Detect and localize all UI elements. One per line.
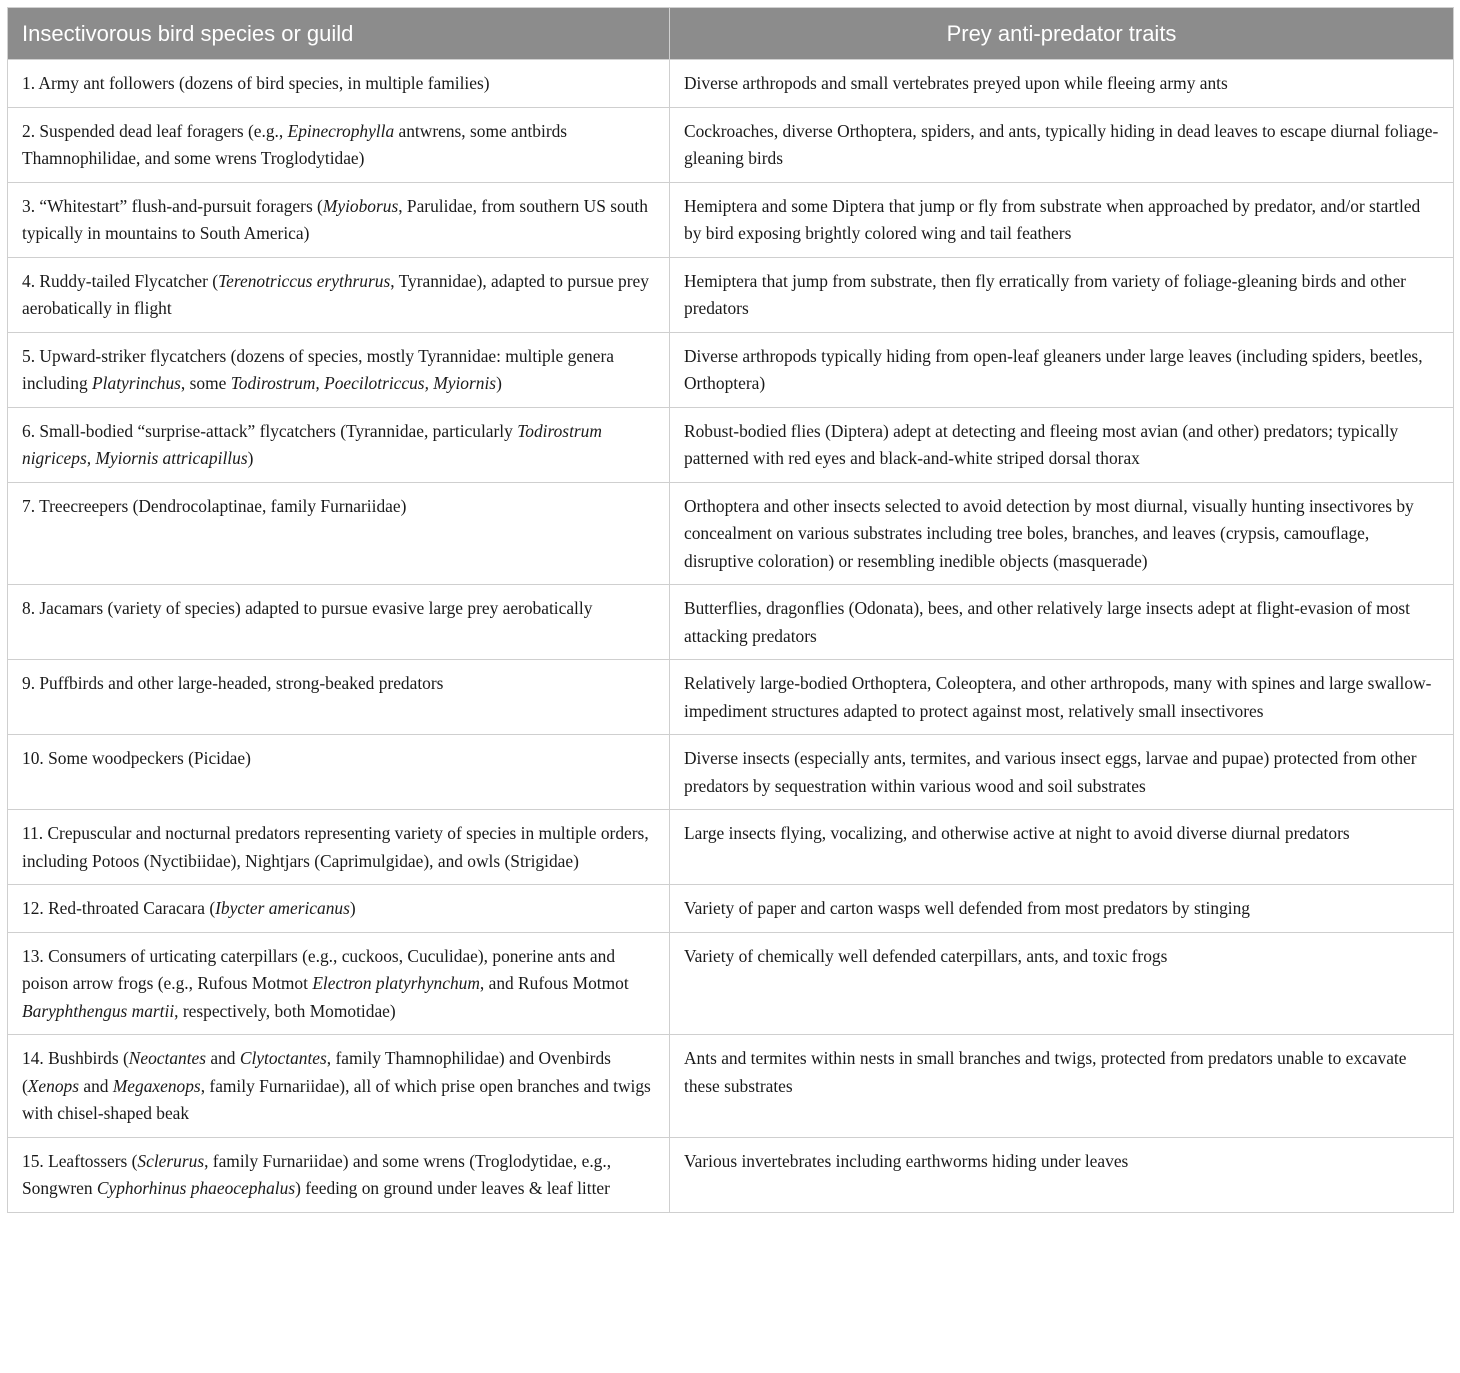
species-text: , family Furnariidae) and some wrens (Troglodytidae, e.g., Songwren [22, 1150, 612, 1198]
species-text: 7. Treecreepers (Dendrocolaptinae, family Furnariidae) [22, 495, 407, 516]
species-text: 10. Some woodpeckers (Picidae) [22, 748, 251, 768]
species-italic-text: Todirostrum nigriceps, Myiornis attricapillus [22, 420, 602, 468]
species-italic-text: Myioborus [322, 195, 399, 216]
species-text: ) [496, 373, 502, 393]
table-row [8, 932, 1454, 1035]
traits-cell: Butterflies, dragonflies (Odonata), bees, and other relatively large insects adept at flight-evasion of most attacking predators [670, 585, 1454, 660]
species-text: 3. “Whitestart” flush-and-pursuit foragers ( [22, 195, 323, 216]
species-cell [8, 810, 670, 885]
species-text: , respectively, both Momotidae) [174, 1000, 396, 1021]
species-cell [8, 60, 670, 108]
table-row [8, 407, 1454, 482]
table-body [8, 60, 1454, 1213]
traits-cell: Cockroaches, diverse Orthoptera, spiders, and ants, typically hiding in dead leaves to escape diurnal foliage-gleaning birds [670, 107, 1454, 182]
species-cell [8, 735, 670, 810]
species-text: and [206, 1048, 240, 1068]
table-row [8, 885, 1454, 933]
table-header-row [8, 8, 1454, 60]
species-text: ) [349, 898, 356, 918]
species-text: and [79, 1075, 113, 1096]
species-italic-text: Terenotriccus erythrurus [218, 270, 391, 291]
traits-cell: Hemiptera that jump from substrate, then fly erratically from variety of foliage-gleaning birds and other predators [670, 257, 1454, 332]
species-italic-text: Platyrinchus [92, 373, 181, 393]
species-italic-text: Epinecrophylla [287, 120, 395, 141]
species-text: 14. Bushbirds ( [22, 1048, 129, 1068]
species-text: , Tyrannidae), adapted to pursue prey aerobatically in flight [22, 270, 649, 318]
table-row [8, 585, 1454, 660]
table-row [8, 1137, 1454, 1212]
traits-cell: Relatively large-bodied Orthoptera, Coleoptera, and other arthropods, many with spines and large swallow-impediment structures adapted to protect against most, relatively small insectivores [670, 660, 1454, 735]
species-text: , and Rufous Motmot [479, 973, 629, 993]
species-italic-text: Ibycter americanus [215, 898, 350, 918]
species-italic-text: Cyphorhinus phaeocephalus [96, 1178, 296, 1198]
species-cell [8, 585, 670, 660]
bird-prey-table [7, 7, 1454, 1213]
species-italic-text: Todirostrum, Poecilotriccus, Myiornis [230, 373, 497, 393]
traits-cell: Diverse insects (especially ants, termites, and various insect eggs, larvae and pupae) protected from other predators by sequestration within various wood and soil substrates [670, 735, 1454, 810]
species-cell [8, 332, 670, 407]
species-text: ) [247, 448, 254, 468]
species-text: 2. Suspended dead leaf foragers (e.g., [22, 120, 288, 141]
species-text: 9. Puffbirds and other large-headed, strong-beaked predators [22, 673, 444, 693]
traits-cell: Diverse arthropods typically hiding from open-leaf gleaners under large leaves (including spiders, beetles, Orthoptera) [670, 332, 1454, 407]
species-text: 8. Jacamars (variety of species) adapted to pursue evasive large prey aerobatically [22, 598, 593, 618]
species-italic-text: Xenops [27, 1075, 79, 1096]
species-text: , some [180, 373, 231, 393]
species-text: 6. Small-bodied “surprise-attack” flycatchers (Tyrannidae, particularly [22, 420, 518, 441]
table-row [8, 332, 1454, 407]
species-text: , Parulidae, from southern US south typically in mountains to South America) [22, 195, 648, 243]
traits-cell: Variety of chemically well defended caterpillars, ants, and toxic frogs [670, 932, 1454, 1035]
table-row [8, 257, 1454, 332]
species-cell [8, 1035, 670, 1138]
species-cell [8, 407, 670, 482]
species-italic-text: Electron platyrhynchum [312, 973, 480, 993]
species-text: 4. Ruddy-tailed Flycatcher ( [22, 270, 219, 291]
species-cell [8, 660, 670, 735]
species-text: 1. Army ant followers (dozens of bird species, in multiple families) [22, 73, 490, 93]
species-text: antwrens, some antbirds Thamnophilidae, and some wrens Troglodytidae) [22, 120, 568, 168]
species-cell [8, 1137, 670, 1212]
column-header-traits: Prey anti-predator traits [670, 8, 1454, 60]
traits-cell: Orthoptera and other insects selected to avoid detection by most diurnal, visually hunting insectivores by concealment on various substrates including tree boles, branches, and leaves (crypsis, camouflage, disruptive coloration) or resembling inedible objects (masquerade) [670, 482, 1454, 585]
species-text: 5. Upward-striker flycatchers (dozens of species, mostly Tyrannidae: multiple genera including [22, 345, 614, 393]
traits-cell: Diverse arthropods and small vertebrates preyed upon while fleeing army ants [670, 60, 1454, 108]
species-cell [8, 182, 670, 257]
table-row [8, 810, 1454, 885]
species-italic-text: Clytoctantes [239, 1048, 327, 1068]
traits-cell: Variety of paper and carton wasps well defended from most predators by stinging [670, 885, 1454, 933]
species-text: , family Thamnophilidae) and Ovenbirds ( [22, 1048, 611, 1096]
species-text: , family Furnariidae), all of which prise open branches and twigs with chisel-shaped beak [22, 1075, 651, 1123]
table-row [8, 482, 1454, 585]
table-row [8, 660, 1454, 735]
species-italic-text: Megaxenops [112, 1075, 201, 1096]
traits-cell: Ants and termites within nests in small branches and twigs, protected from predators unable to excavate these substrates [670, 1035, 1454, 1138]
species-italic-text: Neoctantes [128, 1048, 207, 1068]
species-cell [8, 257, 670, 332]
species-text: 11. Crepuscular and nocturnal predators representing variety of species in multiple orders, including Potoos (Nyctibiidae), Nightjars (Caprimulgidae), and owls (Strigidae) [22, 823, 649, 871]
species-text: 12. Red-throated Caracara ( [22, 898, 216, 918]
column-header-species: Insectivorous bird species or guild [8, 8, 670, 60]
species-text: 15. Leaftossers ( [22, 1150, 138, 1171]
traits-cell: Various invertebrates including earthworms hiding under leaves [670, 1137, 1454, 1212]
species-italic-text: Baryphthengus martii [22, 1000, 175, 1021]
traits-cell: Hemiptera and some Diptera that jump or fly from substrate when approached by predator, and/or startled by bird exposing brightly colored wing and tail feathers [670, 182, 1454, 257]
species-cell [8, 107, 670, 182]
table-row [8, 107, 1454, 182]
traits-cell: Large insects flying, vocalizing, and otherwise active at night to avoid diverse diurnal predators [670, 810, 1454, 885]
species-text: 13. Consumers of urticating caterpillars (e.g., cuckoos, Cuculidae), ponerine ants and poison arrow frogs (e.g., Rufous Motmot [22, 945, 616, 993]
species-cell [8, 482, 670, 585]
table-row [8, 182, 1454, 257]
traits-cell: Robust-bodied flies (Diptera) adept at detecting and fleeing most avian (and other) predators; typically patterned with red eyes and black-and-white striped dorsal thorax [670, 407, 1454, 482]
table-row [8, 735, 1454, 810]
species-cell [8, 932, 670, 1035]
species-cell [8, 885, 670, 933]
species-italic-text: Sclerurus [137, 1150, 205, 1171]
table-row [8, 60, 1454, 108]
table-row [8, 1035, 1454, 1138]
species-text: ) feeding on ground under leaves & leaf litter [295, 1178, 610, 1198]
